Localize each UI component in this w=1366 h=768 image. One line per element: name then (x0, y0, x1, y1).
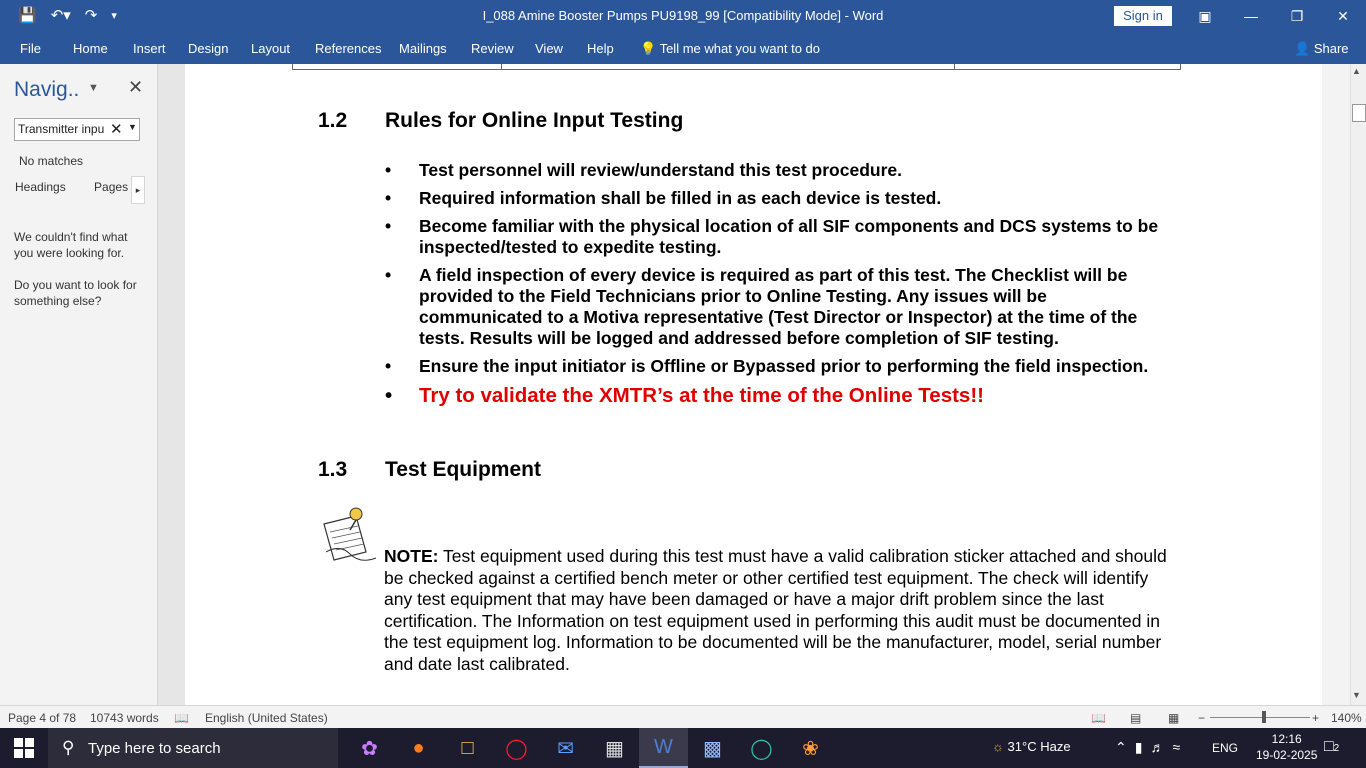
web-layout-icon[interactable]: ▦ (1168, 711, 1180, 725)
taskbar-search-box[interactable] (48, 728, 338, 768)
section-title: Rules for Online Input Testing (385, 109, 684, 132)
tab-references[interactable]: References (315, 41, 382, 56)
note-text: Test equipment used during this test must have a valid calibration sticker attached and should be checked against a certified bench meter or other certified test equipment. The check will identify any test equipment that may have been damaged or have a major drift problem since the last certification. The Information on test equipment used in performing this audit must be documented in the test equipment log. Information to be documented will be the manufacturer, model, serial number and date last calibrated. (384, 546, 1167, 674)
document-title: I_088 Amine Booster Pumps PU9198_99 [Compatibility Mode] - Word (482, 8, 884, 23)
status-bar (0, 705, 1366, 728)
document-viewer-icon[interactable]: ▦ (605, 737, 624, 760)
window-controls (1182, 0, 1366, 32)
table-column-divider (501, 64, 502, 70)
list-item (385, 188, 1165, 209)
nav-search-value: Transmitter inpu (18, 122, 105, 136)
weather-icon: ☼ (992, 739, 1004, 754)
scroll-down-icon[interactable]: ▼ (1352, 690, 1361, 700)
list-item-text: Try to validate the XMTR’s at the time of the Online Tests!! (419, 384, 984, 407)
chevron-up-icon[interactable]: ⌃ (1115, 739, 1135, 755)
weather-text: 31°C Haze (1007, 739, 1071, 754)
list-item (385, 265, 1165, 349)
windows-start-icon[interactable] (14, 738, 34, 758)
title-bar (0, 0, 1366, 32)
ribbon-tabs (0, 32, 1366, 64)
proofing-icon[interactable]: 📖 (174, 711, 189, 725)
language-indicator[interactable]: English (United States) (205, 711, 328, 725)
table-column-divider (954, 64, 955, 70)
note-pin-icon (320, 504, 380, 564)
notifications-icon[interactable]: □2 (1324, 738, 1340, 755)
system-clock[interactable] (1256, 731, 1317, 768)
document-page[interactable] (185, 64, 1322, 705)
share-button[interactable] (1294, 41, 1349, 57)
clock-time: 12:16 (1271, 732, 1302, 746)
weather-widget[interactable] (992, 739, 1071, 768)
list-item-highlight (385, 384, 1165, 408)
edge-icon[interactable]: ◯ (750, 737, 773, 760)
clock-date: 19-02-2025 (1256, 748, 1318, 762)
tell-me-label: Tell me what you want to do (659, 41, 820, 56)
table-stub (292, 64, 1181, 70)
restore-icon[interactable]: ❐ (1290, 8, 1304, 24)
scroll-thumb[interactable] (1352, 104, 1366, 122)
tab-review[interactable]: Review (471, 41, 514, 56)
note-paragraph (384, 546, 1174, 675)
section-number: 1.3 (318, 458, 348, 481)
tab-file[interactable]: File (20, 41, 41, 56)
tab-help[interactable]: Help (587, 41, 614, 56)
mail-icon[interactable]: ✉ (557, 737, 574, 760)
no-matches-text: No matches (19, 154, 84, 168)
zoom-level[interactable]: 140% (1331, 711, 1362, 725)
language-indicator-tray[interactable]: ENG (1212, 741, 1239, 755)
nav-close-icon[interactable]: ✕ (128, 77, 144, 97)
close-window-icon[interactable]: ✕ (1337, 8, 1349, 24)
word-count[interactable]: 10743 words (90, 711, 159, 725)
zoom-out-icon[interactable]: − (1198, 711, 1206, 725)
document-area (159, 64, 1322, 705)
tab-design[interactable]: Design (188, 41, 229, 56)
list-item-text: Become familiar with the physical location of all SIF components and DCS systems to be inspected/tested to expedite testing. (419, 216, 1159, 257)
nav-message-look-else: Do you want to look for something else? (14, 278, 137, 308)
clear-search-icon[interactable]: ✕ (110, 121, 123, 138)
redo-icon[interactable]: ↷ (84, 7, 98, 24)
navigation-pane (0, 64, 158, 705)
page-count[interactable]: Page 4 of 78 (8, 711, 77, 725)
tab-pages[interactable]: Pages (94, 180, 129, 194)
minimize-icon[interactable]: — (1244, 8, 1258, 24)
remote-desktop-icon[interactable]: ▩ (703, 737, 722, 760)
zoom-slider-thumb[interactable] (1262, 711, 1266, 723)
firefox-icon[interactable]: ● (412, 736, 425, 759)
list-item (385, 356, 1165, 377)
search-icon: ⚲ (62, 738, 75, 757)
share-label: Share (1313, 41, 1349, 56)
tab-mailings[interactable]: Mailings (399, 41, 447, 56)
nav-options-dropdown-icon[interactable]: ▼ (88, 82, 99, 94)
bullet-icon: • (385, 384, 393, 407)
section-number: 1.2 (318, 109, 348, 132)
nav-pane-title: Navig.. (14, 78, 80, 101)
print-layout-icon[interactable]: ▤ (1130, 711, 1142, 725)
note-label: NOTE: (384, 546, 439, 566)
lightbulb-icon: 💡 (640, 41, 657, 56)
list-item-text: A field inspection of every device is required as part of this test. The Checklist will be provided to the Field Technicians prior to Online Testing. Any issues will be communicated to a Motiva representative (Test Director or Inspector) at the time of the tests. Results will be logged and addressed before completion of SIF testing. (419, 265, 1138, 348)
list-item-text: Ensure the input initiator is Offline or Bypassed prior to performing the field inspection. (419, 356, 1149, 376)
list-item-text: Required information shall be filled in as each device is tested. (419, 188, 942, 208)
scroll-track[interactable] (1350, 64, 1366, 705)
ribbon-display-icon[interactable]: ▣ (1198, 8, 1212, 24)
opera-icon[interactable]: ◯ (505, 737, 528, 760)
windows-taskbar (0, 728, 1366, 768)
nav-search-input[interactable] (14, 118, 140, 141)
bullet-icon: • (385, 265, 392, 285)
wifi-icon[interactable]: ≈ (1172, 739, 1189, 755)
taskbar-apps (345, 728, 835, 768)
zoom-slider[interactable] (1210, 717, 1310, 718)
tell-me-box[interactable] (640, 41, 820, 57)
list-item (385, 216, 1165, 258)
bullet-icon: • (385, 188, 392, 208)
vertical-scrollbar[interactable] (1322, 64, 1366, 705)
tab-home[interactable]: Home (73, 41, 108, 56)
tab-layout[interactable]: Layout (251, 41, 291, 56)
system-tray-icons (1115, 739, 1188, 768)
word-icon[interactable]: W (639, 728, 688, 768)
volume-icon[interactable]: ♬ (1150, 739, 1173, 755)
nav-message-not-found: We couldn't find what you were looking for. (14, 230, 128, 260)
person-icon: 👤 (1294, 41, 1311, 56)
chevron-right-icon[interactable]: ▸ (131, 176, 145, 204)
tab-view[interactable]: View (535, 41, 563, 56)
taskbar-search-placeholder: Type here to search (88, 740, 221, 757)
bullet-icon: • (385, 160, 392, 180)
read-mode-icon[interactable]: 📖 (1091, 711, 1106, 725)
scroll-up-icon[interactable]: ▲ (1352, 66, 1361, 76)
zoom-in-icon[interactable]: + (1312, 711, 1320, 725)
bullet-icon: • (385, 216, 392, 236)
bullet-icon: • (385, 356, 392, 376)
section-title: Test Equipment (385, 458, 541, 481)
file-explorer-icon[interactable]: □ (461, 736, 474, 759)
notification-count: 2 (1333, 743, 1340, 754)
rules-bullet-list (385, 160, 1165, 415)
list-item-text: Test personnel will review/understand this test procedure. (419, 160, 902, 180)
save-icon[interactable]: 💾 (18, 7, 37, 24)
tab-headings[interactable]: Headings (15, 180, 66, 194)
battery-icon[interactable]: ▮ (1134, 739, 1151, 755)
sign-in-button[interactable]: Sign in (1114, 6, 1172, 26)
list-item (385, 160, 1165, 181)
search-options-icon[interactable]: ▼ (128, 122, 137, 132)
undo-icon[interactable]: ↶▾ (50, 7, 71, 24)
tab-insert[interactable]: Insert (133, 41, 166, 56)
copilot-icon[interactable]: ✿ (361, 737, 378, 760)
customize-qat-icon[interactable]: ▾ (111, 10, 117, 22)
app-icon[interactable]: ❀ (802, 737, 819, 760)
